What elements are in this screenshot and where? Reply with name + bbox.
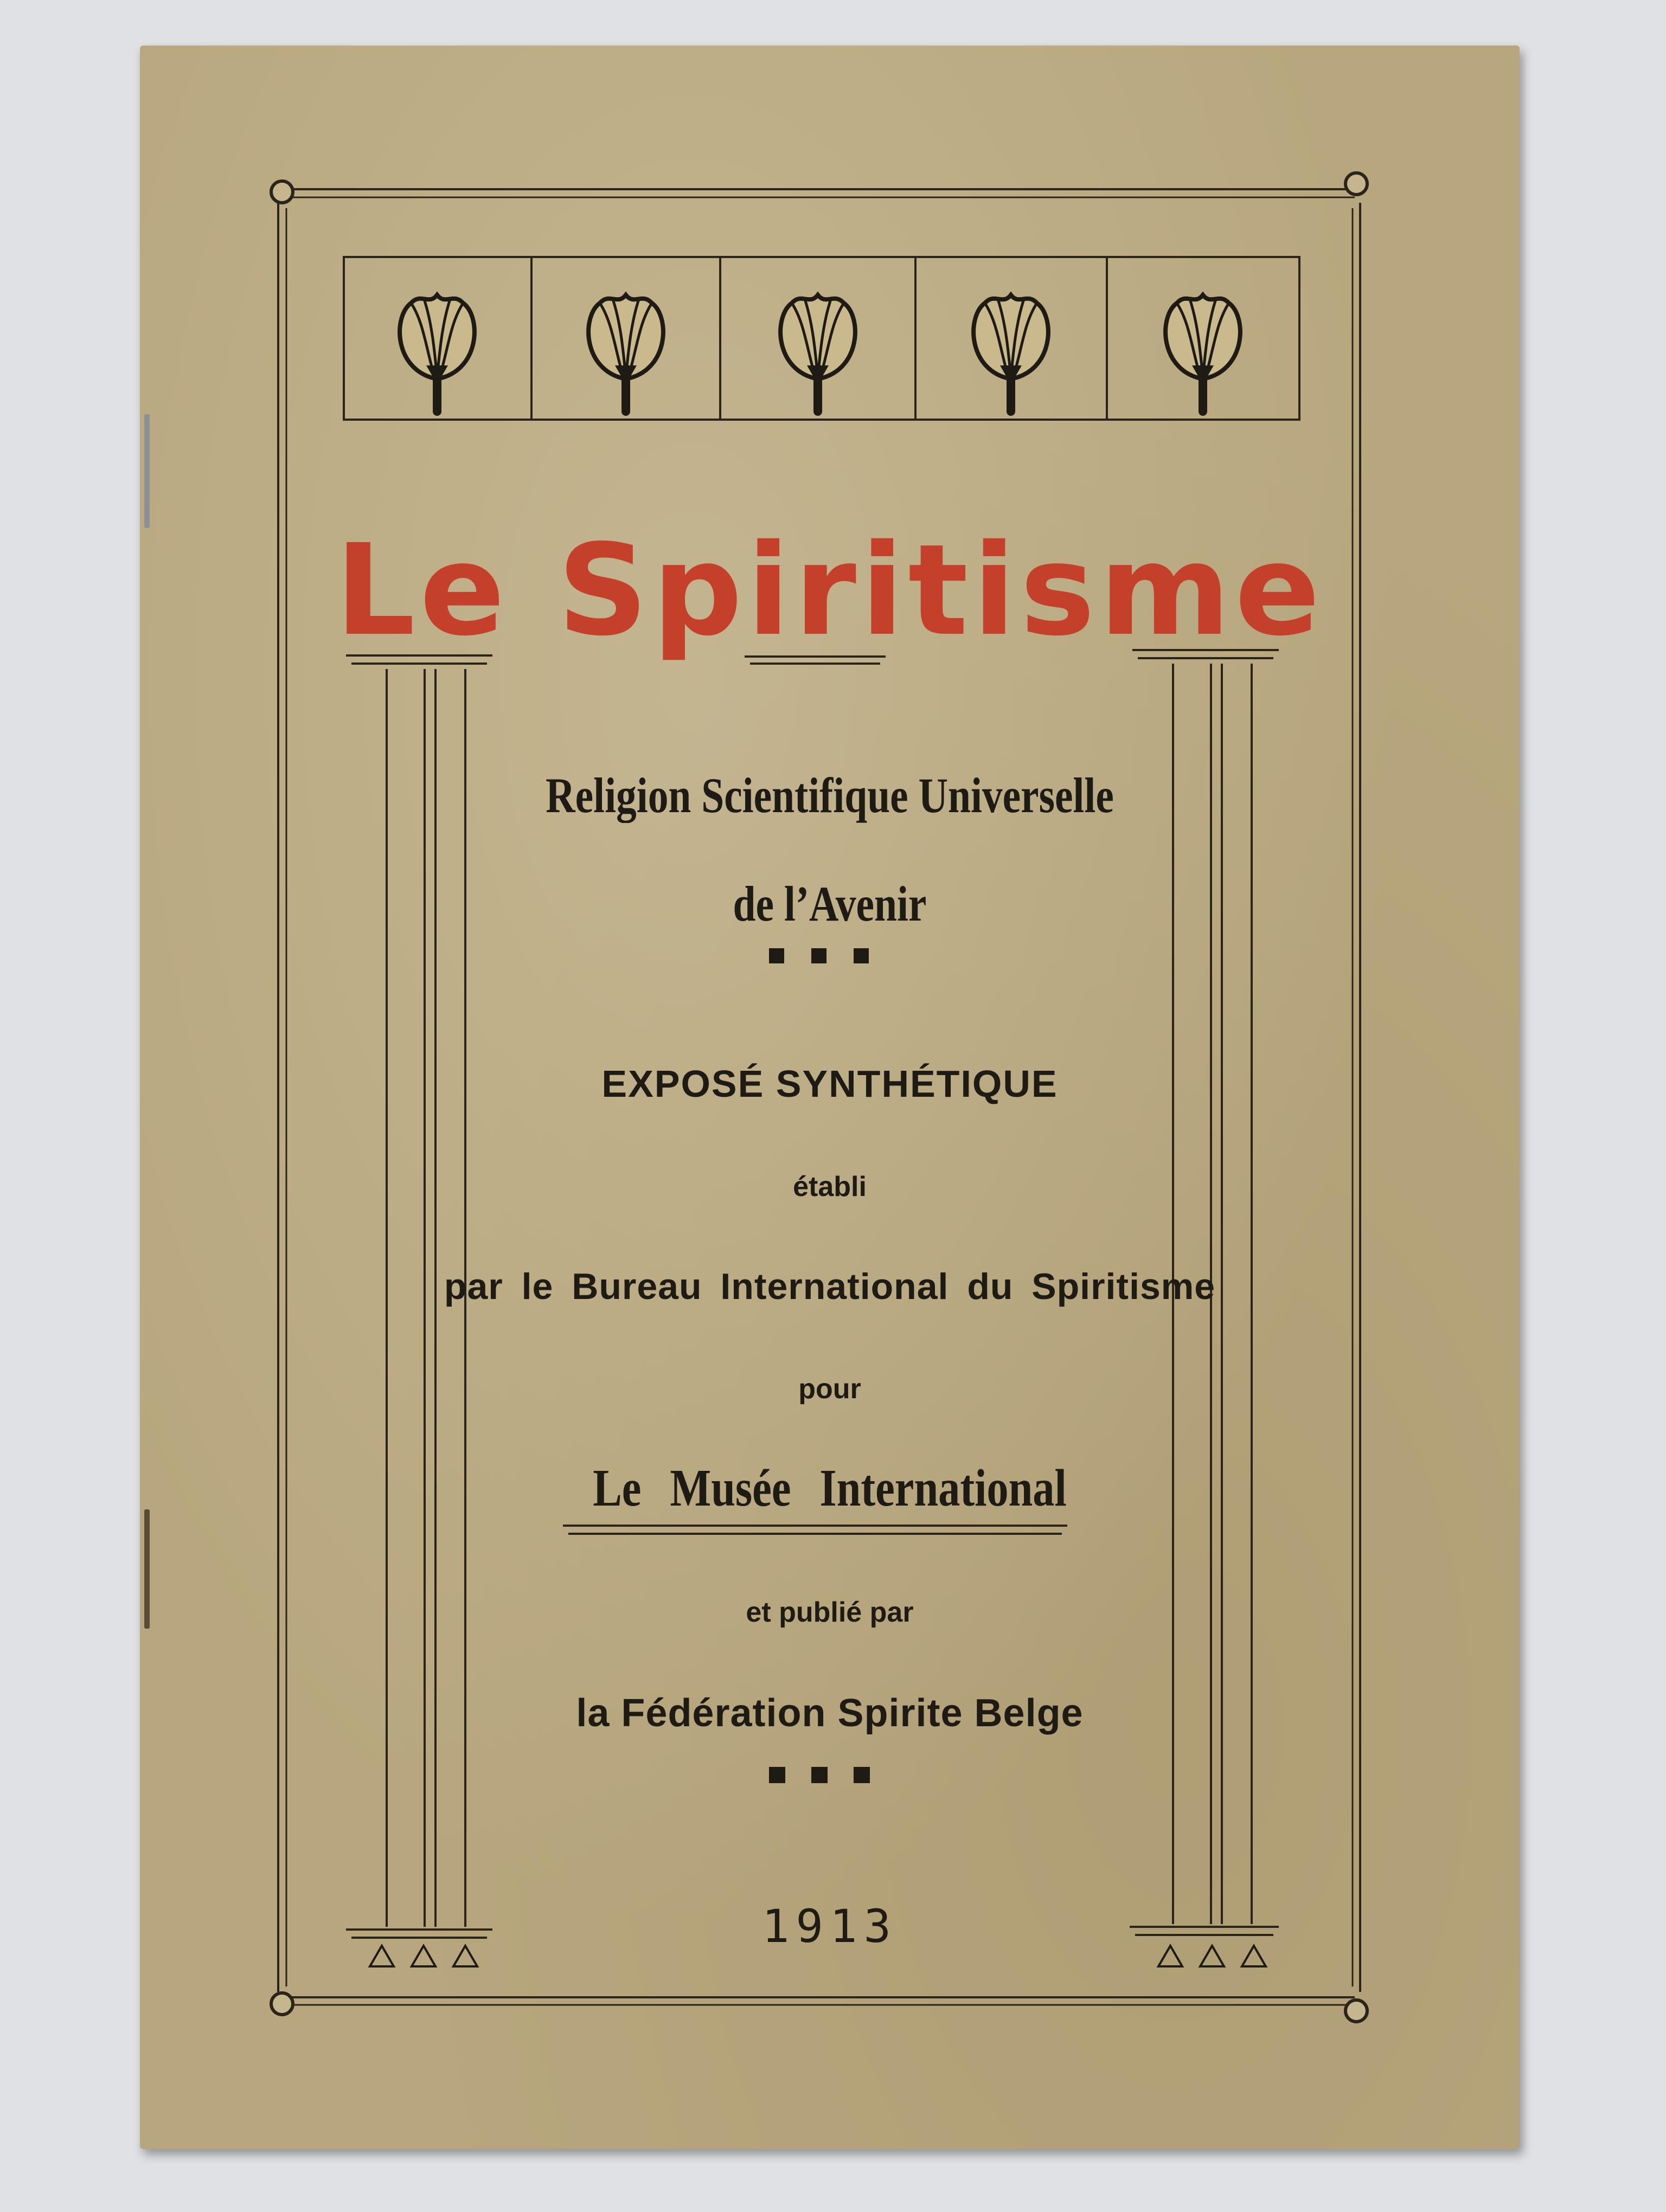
expose-heading: EXPOSÉ SYNTHÉTIQUE	[601, 1063, 1058, 1105]
square-ornament-top	[769, 948, 869, 963]
pour-text: pour	[798, 1373, 861, 1405]
subtitle-line-1: Religion Scientifique Universelle	[546, 768, 1114, 823]
publication-year: 1913	[761, 1900, 898, 1953]
musee-heading: Le Musée International	[593, 1459, 1067, 1517]
bureau-line: par le Bureau International du Spiritisme	[444, 1266, 1216, 1307]
publie-text: et publié par	[746, 1597, 914, 1628]
square-ornament-bottom	[769, 1767, 870, 1783]
cover-title: Le Spiritisme	[335, 517, 1325, 664]
booklet-cover	[140, 46, 1520, 2149]
etabli-text: établi	[793, 1171, 867, 1203]
subtitle-line-2: de l’Avenir	[733, 876, 927, 931]
federation-line: la Fédération Spirite Belge	[576, 1692, 1084, 1735]
